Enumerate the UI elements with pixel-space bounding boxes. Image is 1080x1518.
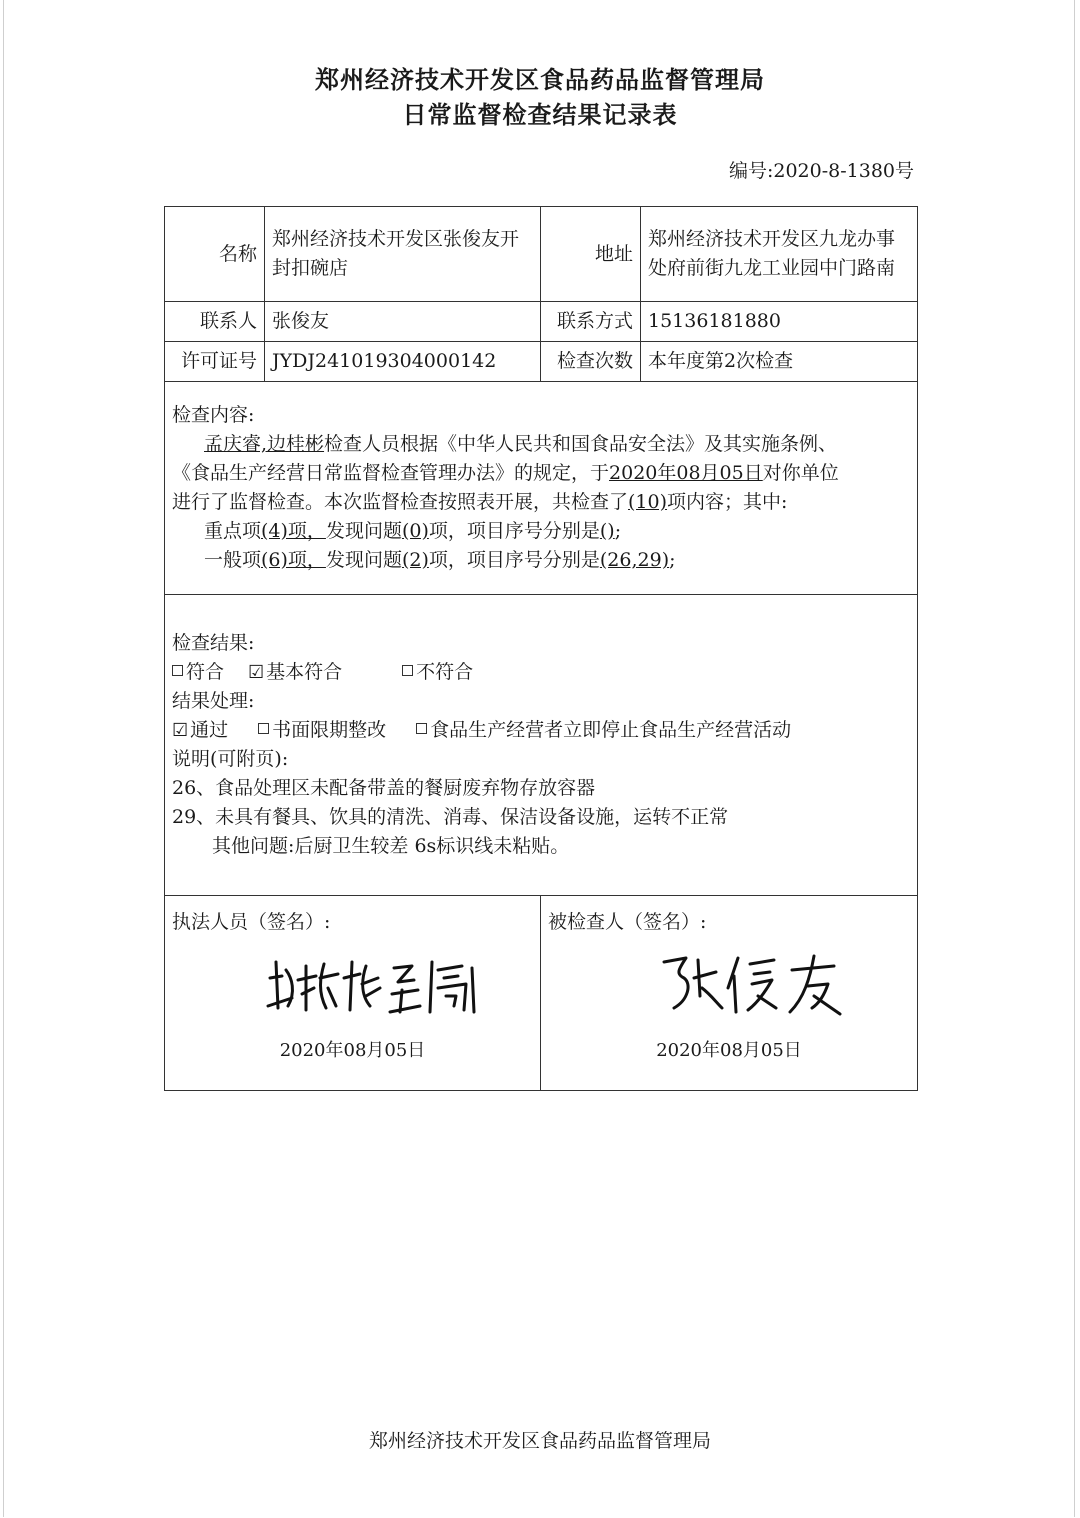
checked-box-icon[interactable]: ☑ (172, 720, 189, 741)
name-label: 名称 (165, 207, 265, 302)
content-text: 项内容；其中: (667, 491, 788, 513)
officer-signature-date: 2020年08月05日 (279, 1040, 426, 1061)
content-heading: 检查内容: (172, 404, 255, 426)
phone-label: 联系方式 (541, 302, 641, 342)
checkbox-rectify[interactable] (258, 723, 269, 734)
document-title: 郑州经济技术开发区食品药品监督管理局 (315, 65, 765, 94)
note-item: 29、未具有餐具、饮具的清洗、消毒、保洁设备设施，运转不正常 (172, 806, 729, 828)
general-items-line (172, 546, 910, 575)
content-text: 项，项目序号分别是 (428, 520, 600, 542)
content-text: 检查人员根据《中华人民共和国食品安全法》及其实施条例、 (324, 433, 838, 455)
inspection-form (164, 206, 918, 1091)
content-text: 重点项 (204, 520, 262, 542)
checkbox-noncomply[interactable] (402, 665, 413, 676)
key-items-line (172, 517, 910, 546)
inspection-date: 2020年08月05日 (609, 462, 763, 484)
content-text: 一般项 (204, 549, 262, 571)
inspection-content-cell (165, 382, 918, 595)
license-label: 许可证号 (165, 342, 265, 382)
phone-value: 15136181880 (641, 302, 918, 342)
checkbox-comply[interactable] (172, 665, 183, 676)
handling-heading: 结果处理: (172, 690, 255, 712)
option-pass-label: 通过 (190, 719, 229, 741)
officer-signature-label: 执法人员（签名）: (172, 911, 331, 933)
option-comply-label: 符合 (186, 661, 225, 683)
checked-box-icon[interactable]: ☑ (248, 662, 265, 683)
inspection-count-label: 检查次数 (541, 342, 641, 382)
general-item-count: (6)项， (261, 549, 326, 571)
content-line-2 (172, 459, 910, 488)
content-text: 对你单位 (762, 462, 839, 484)
inspected-signature-label: 被检查人（签名）: (548, 911, 707, 933)
inspected-signature-date: 2020年08月05日 (656, 1040, 802, 1061)
inspected-signature-cell (541, 896, 918, 1091)
notes-heading: 说明(可附页): (172, 748, 289, 770)
document-subtitle: 日常监督检查结果记录表 (402, 100, 678, 129)
content-text: 《食品生产经营日常监督检查管理办法》的规定，于 (172, 462, 610, 484)
key-problem-count: (0) (401, 520, 429, 542)
content-text: ; (669, 549, 676, 571)
inspection-count-value: 本年度第2次检查 (641, 342, 918, 382)
contact-label: 联系人 (165, 302, 265, 342)
content-text: 项，项目序号分别是 (428, 549, 600, 571)
option-basic-comply-label: 基本符合 (266, 661, 343, 683)
address-label: 地址 (541, 207, 641, 302)
inspected-handwritten-signature (658, 948, 858, 1028)
checkbox-stop[interactable] (416, 723, 427, 734)
inspector-names: 孟庆睿,边桂彬 (204, 433, 325, 455)
content-line-3 (172, 488, 910, 517)
content-text: 发现问题 (325, 520, 402, 542)
total-items: (10) (628, 491, 668, 513)
option-stop-label: 食品生产经营者立即停止食品生产经营活动 (430, 719, 792, 741)
document-number: 编号:2020-8-1380号 (728, 160, 914, 182)
option-rectify-label: 书面限期整改 (272, 719, 387, 741)
key-item-ids: () (599, 520, 615, 542)
result-options (172, 658, 910, 687)
result-heading: 检查结果: (172, 632, 255, 654)
handling-options (172, 716, 910, 745)
content-text: 进行了监督检查。本次监督检查按照表开展，共检查了 (172, 491, 629, 513)
option-noncomply-label: 不符合 (416, 661, 474, 683)
contact-value: 张俊友 (265, 302, 541, 342)
license-value: JYDJ241019304000142 (265, 342, 541, 382)
footer-issuer: 郑州经济技术开发区食品药品监督管理局 (368, 1430, 711, 1452)
note-item: 26、食品处理区未配备带盖的餐厨废弃物存放容器 (172, 777, 596, 799)
name-value: 郑州经济技术开发区张俊友开封扣碗店 (265, 207, 541, 302)
content-text: ; (614, 520, 622, 542)
note-other: 其他问题:后厨卫生较差 6s标识线未粘贴。 (212, 835, 570, 857)
content-text: 发现问题 (325, 549, 402, 571)
address-value: 郑州经济技术开发区九龙办事处府前街九龙工业园中门路南 (641, 207, 918, 302)
inspection-result-cell (165, 595, 918, 896)
general-problem-count: (2) (401, 549, 429, 571)
general-item-ids: (26,29) (599, 549, 670, 571)
officer-signature-cell (165, 896, 541, 1091)
content-line-1 (172, 430, 910, 459)
key-item-count: (4)项， (261, 520, 326, 542)
officer-handwritten-signature (262, 948, 502, 1028)
